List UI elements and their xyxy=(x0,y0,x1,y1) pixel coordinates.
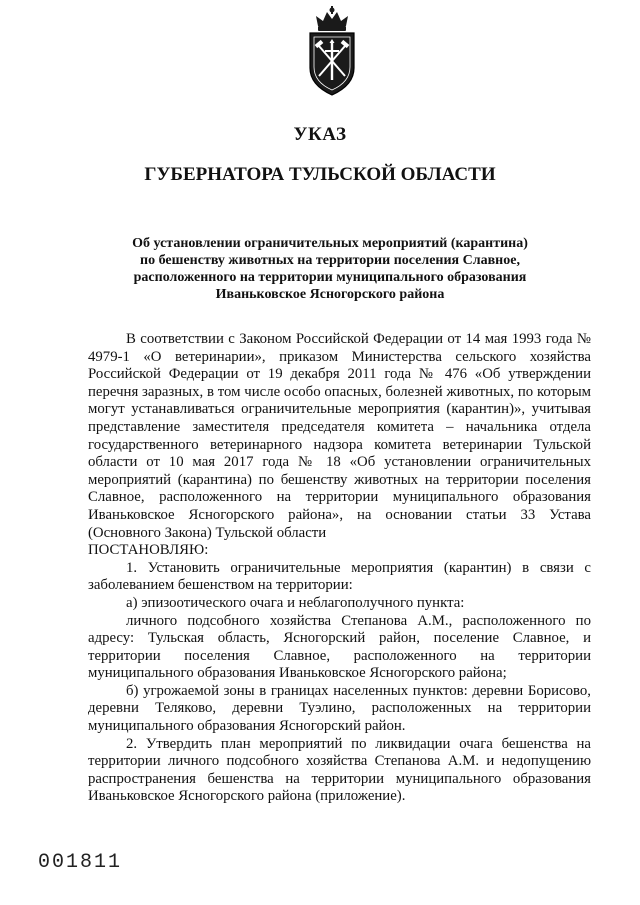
item-1: 1. Установить ограничительные мероприятия (карантин) в связи с заболеванием бешенством на территории: xyxy=(88,559,591,594)
subject-line: по бешенству животных на территории поселения Славное, xyxy=(140,253,520,268)
item-1b: б) угрожаемой зоны в границах населенных пунктов: деревни Борисово, деревни Теляково, деревни Туэлино, расположенных на территории муниципального образования Ясногорский район. xyxy=(88,682,591,735)
serial-number: 001811 xyxy=(38,851,123,874)
item-2: 2. Утвердить план мероприятий по ликвидации очага бешенства на территории личного подсобного хозяйства Степанова А.М. и недопущению распространения бешенства на территории муниципального образования Иваньковское Ясногорского района (приложение). xyxy=(88,735,591,805)
subject-line: Об установлении ограничительных мероприятий (карантина) xyxy=(132,236,528,251)
tula-coat-of-arms-icon xyxy=(296,6,368,98)
decree-word: ПОСТАНОВЛЯЮ: xyxy=(88,542,209,559)
document-title: УКАЗ xyxy=(293,124,347,145)
decree-body xyxy=(88,331,591,806)
item-1a: а) эпизоотического очага и неблагополучного пункта: xyxy=(126,594,465,611)
decree-subject xyxy=(95,235,565,303)
preamble-paragraph: В соответствии с Законом Российской Федерации от 14 мая 1993 года № 4979-1 «О ветеринарии», приказом Министерства сельского хозяйства Российской Федерации от 19 декабря 2011 года № 476 «Об утверждении перечня заразных, в том числе особо опасных, болезней животных, по которым могут устанавливаться ограничительные мероприятия (карантин)», учитывая представление заместителя председателя комитета – начальника отдела государственного ветеринарного надзора комитета ветеринарии Тульской области от 10 мая 2017 года № 18 «Об установлении ограничительных мероприятий (карантина) по бешенству животных на территории поселения Славное, расположенного на территории муниципального образования Иваньковское Ясногорского района», на основании статьи 33 Устава (Основного Закона) Тульской области xyxy=(88,331,591,541)
document-issuer: ГУБЕРНАТОРА ТУЛЬСКОЙ ОБЛАСТИ xyxy=(144,164,496,185)
item-1a-text: личного подсобного хозяйства Степанова А.М., расположенного по адресу: Тульская область, Ясногорский район, поселение Славное, и территории поселения Славное, расположенного на территории муниципального образования Иваньковское Ясногорского района; xyxy=(88,612,591,682)
subject-line: расположенного на территории муниципального образования xyxy=(133,270,527,285)
subject-line: Иваньковское Ясногорского района xyxy=(215,287,445,302)
